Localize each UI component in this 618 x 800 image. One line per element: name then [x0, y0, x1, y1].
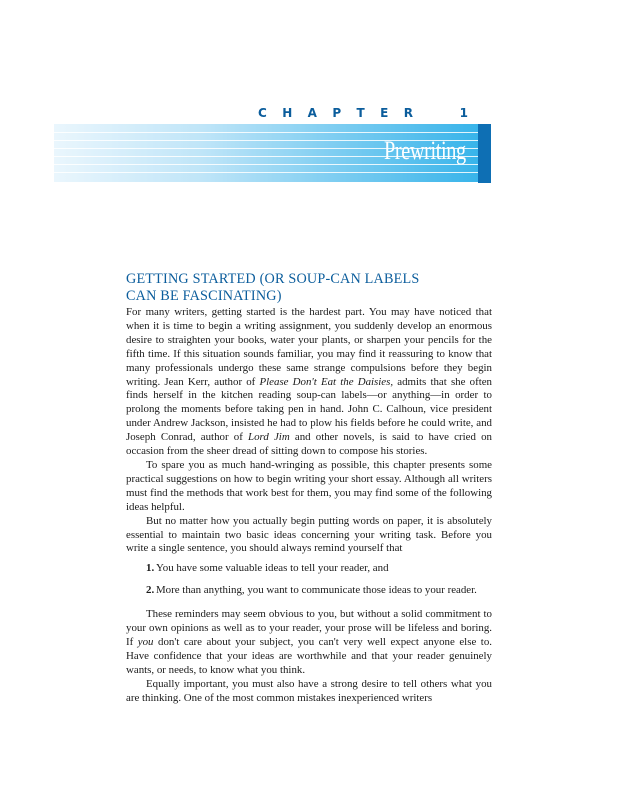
paragraph — [126, 608, 492, 678]
list-text: You have some valuable ideas to tell your reader, and — [156, 562, 389, 575]
text-run: admits that she often finds herself in the kitchen reading soup-can labels—or anything—in order to prolong the moments before taking pen in hand. John C. Calhoun, vice president under Andrew Jackson, insisted he had to plow his fields before he could write, and Joseph Conrad, author of — [126, 375, 493, 444]
list-item — [126, 584, 492, 598]
paragraph — [126, 306, 492, 459]
chapter-word — [258, 106, 413, 120]
section-heading-line: CAN BE FASCINATING) — [126, 288, 282, 304]
chapter-banner-tab — [478, 124, 491, 183]
list-item — [126, 562, 492, 576]
book-title: Please Don't Eat the Daisies, — [259, 375, 394, 388]
text-run: don't care about your subject, you can't very well expect anyone else to. Have confidence that your ideas are worthwhile and that your reader genuinely wants, or needs, to know what you think. — [126, 635, 492, 676]
text-run: For many writers, getting started is the hardest part. You may have noticed that when it is time to begin a writing assignment, you suddenly develop an enormous desire to straighten your books, water your plants, or sharpen your pencils for the fifth time. If this situation sounds familiar, you may find it reassuring to know that many professionals undergo these same strange compulsions before they begin writing. Jean Kerr, author of — [126, 306, 492, 388]
paragraph: But no matter how you actually begin putting words on paper, it is absolutely essential to maintain two basic ideas concerning your writing task. Before you write a single sentence, you should always remind yourself that — [126, 514, 492, 555]
list-text: More than anything, you want to communicate those ideas to your reader. — [156, 584, 477, 597]
body-text — [126, 306, 492, 705]
list-number: 2. — [146, 584, 155, 597]
chapter-letter: T — [356, 106, 365, 120]
chapter-letter: E — [380, 106, 389, 120]
chapter-letter: A — [307, 106, 317, 120]
paragraph: To spare you as much hand-wringing as possible, this chapter presents some practical suggestions on how to begin writing your short essay. Although all writers must find the methods that work best for them, you may find some of the following ideas helpful. — [126, 458, 492, 513]
numbered-list — [126, 562, 492, 598]
book-title: Lord Jim — [248, 431, 290, 444]
chapter-label — [258, 105, 468, 121]
chapter-title: Prewriting — [384, 136, 466, 165]
chapter-letter: R — [403, 106, 413, 120]
text-run: These reminders may seem obvious to you, but without a solid commitment to your own opinions as well as to your reader, your prose will be lifeless and boring. If — [126, 608, 492, 648]
chapter-letter: C — [258, 106, 267, 120]
emphasis: you — [137, 635, 154, 648]
chapter-letter: P — [332, 106, 342, 120]
chapter-number: 1 — [459, 106, 468, 120]
paragraph: Equally important, you must also have a strong desire to tell others what you are thinking. One of the most common mistakes inexperienced writers — [126, 677, 492, 704]
section-heading-line: GETTING STARTED (OR SOUP-CAN LABELS — [126, 271, 420, 287]
section-heading — [126, 271, 506, 305]
chapter-letter: H — [282, 106, 293, 120]
list-number: 1. — [146, 562, 155, 575]
text-run: and other novels, is said to have cried on occasion from the sheer dread of sitting down to compose his stories. — [126, 431, 492, 458]
